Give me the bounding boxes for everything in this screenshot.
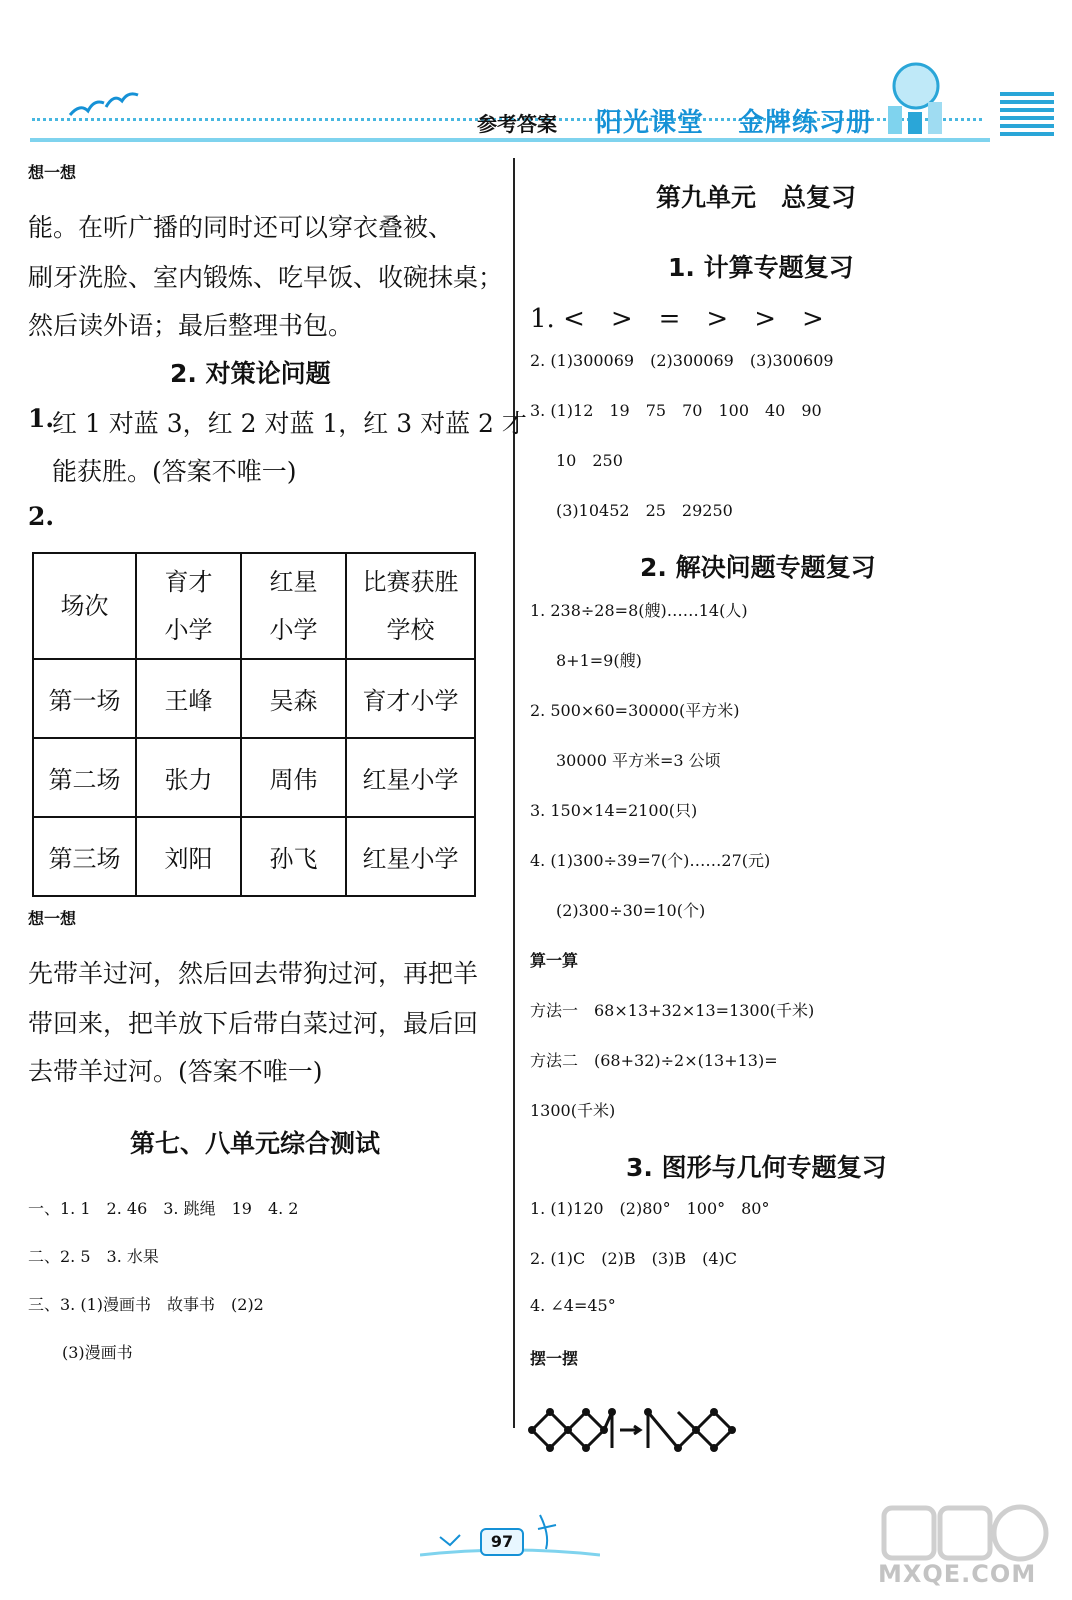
table-row bbox=[33, 817, 475, 896]
calc-title: 1. 计算专题复习 bbox=[668, 253, 854, 282]
table-cell: 刘阳 bbox=[136, 817, 241, 896]
test-line-4: (3)漫画书 bbox=[62, 1343, 133, 1362]
table-cell: 红星小学 bbox=[346, 738, 475, 817]
header-rule bbox=[30, 138, 990, 142]
q1-number: 1. bbox=[28, 404, 55, 433]
table-cell: 第三场 bbox=[33, 817, 136, 896]
unit-title: 第九单元 总复习 bbox=[656, 183, 857, 212]
q1-line-1: 红 1 对蓝 3，红 2 对蓝 1，红 3 对蓝 2 才 bbox=[52, 409, 527, 438]
count-line-2: 方法二 (68+32)÷2×(13+13)= bbox=[530, 1051, 778, 1070]
solve-line-2: 8+1=9(艘) bbox=[556, 651, 642, 670]
match-table bbox=[32, 552, 476, 897]
table-cell: 育才小学 bbox=[346, 659, 475, 738]
solve-line-7: (2)300÷30=10(个) bbox=[556, 901, 706, 920]
solve-line-1: 1. 238÷28=8(艘)……14(人) bbox=[530, 601, 748, 620]
matchsticks-figure bbox=[528, 1400, 748, 1460]
test-line-3: 三、3. (1)漫画书 故事书 (2)2 bbox=[28, 1295, 264, 1314]
calc-line-1: 1. < > = > > > bbox=[530, 304, 824, 334]
arrange-title: 摆一摆 bbox=[530, 1349, 579, 1368]
table-header-cell: 红星 小学 bbox=[241, 553, 346, 659]
test-line-1: 一、1. 1 2. 46 3. 跳绳 19 4. 2 bbox=[28, 1199, 299, 1218]
think1-line-2: 刷牙洗脸、室内锻炼、吃早饭、收碗抹桌； bbox=[28, 263, 504, 292]
count-line-1: 方法一 68×13+32×13=1300(千米) bbox=[530, 1001, 815, 1020]
test-line-2: 二、2. 5 3. 水果 bbox=[28, 1247, 159, 1266]
q2-number: 2. bbox=[28, 502, 55, 531]
table-cell: 第二场 bbox=[33, 738, 136, 817]
solve-line-3: 2. 500×60=30000(平方米) bbox=[530, 701, 740, 720]
geo-line-2: 2. (1)C (2)B (3)B (4)C bbox=[530, 1249, 738, 1268]
table-cell: 红星小学 bbox=[346, 817, 475, 896]
table-cell: 周伟 bbox=[241, 738, 346, 817]
think2-line-1: 先带羊过河，然后回去带狗过河，再把羊 bbox=[28, 959, 479, 988]
solve-title: 2. 解决问题专题复习 bbox=[640, 553, 876, 582]
test-title: 第七、八单元综合测试 bbox=[130, 1129, 381, 1158]
watermark-text: MXQE.COM bbox=[878, 1560, 1037, 1588]
think2-title: 想一想 bbox=[28, 909, 77, 928]
header-stripes bbox=[1000, 92, 1054, 144]
calc-line-2: 2. (1)300069 (2)300069 (3)300609 bbox=[530, 351, 834, 370]
think2-line-2: 带回来，把羊放下后带白菜过河，最后回 bbox=[28, 1009, 479, 1038]
table-cell: 孙飞 bbox=[241, 817, 346, 896]
table-header-cell: 场次 bbox=[33, 553, 136, 659]
section-2-title: 2. 对策论问题 bbox=[170, 359, 331, 388]
header-subtitle: 金牌练习册 bbox=[738, 108, 874, 138]
think1-line-3: 然后读外语；最后整理书包。 bbox=[28, 311, 354, 340]
calc-line-3: 3. (1)12 19 75 70 100 40 90 bbox=[530, 401, 822, 420]
table-cell: 第一场 bbox=[33, 659, 136, 738]
globe-icon bbox=[878, 56, 948, 136]
table-cell: 吴森 bbox=[241, 659, 346, 738]
calc-line-4: 10 250 bbox=[556, 451, 623, 470]
q1-line-2: 能获胜。(答案不唯一) bbox=[52, 457, 297, 486]
count-line-3: 1300(千米) bbox=[530, 1101, 616, 1120]
column-divider bbox=[513, 158, 515, 1428]
table-header-row bbox=[33, 553, 475, 659]
think1-line-1: 能。在听广播的同时还可以穿衣叠被、 bbox=[28, 213, 454, 242]
table-row bbox=[33, 659, 475, 738]
table-cell: 张力 bbox=[136, 738, 241, 817]
geo-title: 3. 图形与几何专题复习 bbox=[626, 1153, 887, 1182]
table-row bbox=[33, 738, 475, 817]
page-number: 97 bbox=[480, 1528, 524, 1556]
page-header bbox=[0, 0, 1072, 150]
solve-line-5: 3. 150×14=2100(只) bbox=[530, 801, 698, 820]
header-title: 阳光课堂 bbox=[596, 108, 705, 138]
header-label: 参考答案 bbox=[477, 112, 557, 136]
geo-line-1: 1. (1)120 (2)80° 100° 80° bbox=[530, 1199, 770, 1218]
table-cell: 王峰 bbox=[136, 659, 241, 738]
calc-line-5: (3)10452 25 29250 bbox=[556, 501, 733, 520]
think2-line-3: 去带羊过河。(答案不唯一) bbox=[28, 1057, 323, 1086]
geo-line-3: 4. ∠4=45° bbox=[530, 1296, 616, 1315]
table-header-cell: 育才 小学 bbox=[136, 553, 241, 659]
think1-title: 想一想 bbox=[28, 163, 77, 182]
solve-line-4: 30000 平方米=3 公顷 bbox=[556, 751, 721, 770]
table-header-cell: 比赛获胜 学校 bbox=[346, 553, 475, 659]
count-title: 算一算 bbox=[530, 951, 579, 970]
solve-line-6: 4. (1)300÷39=7(个)……27(元) bbox=[530, 851, 771, 870]
